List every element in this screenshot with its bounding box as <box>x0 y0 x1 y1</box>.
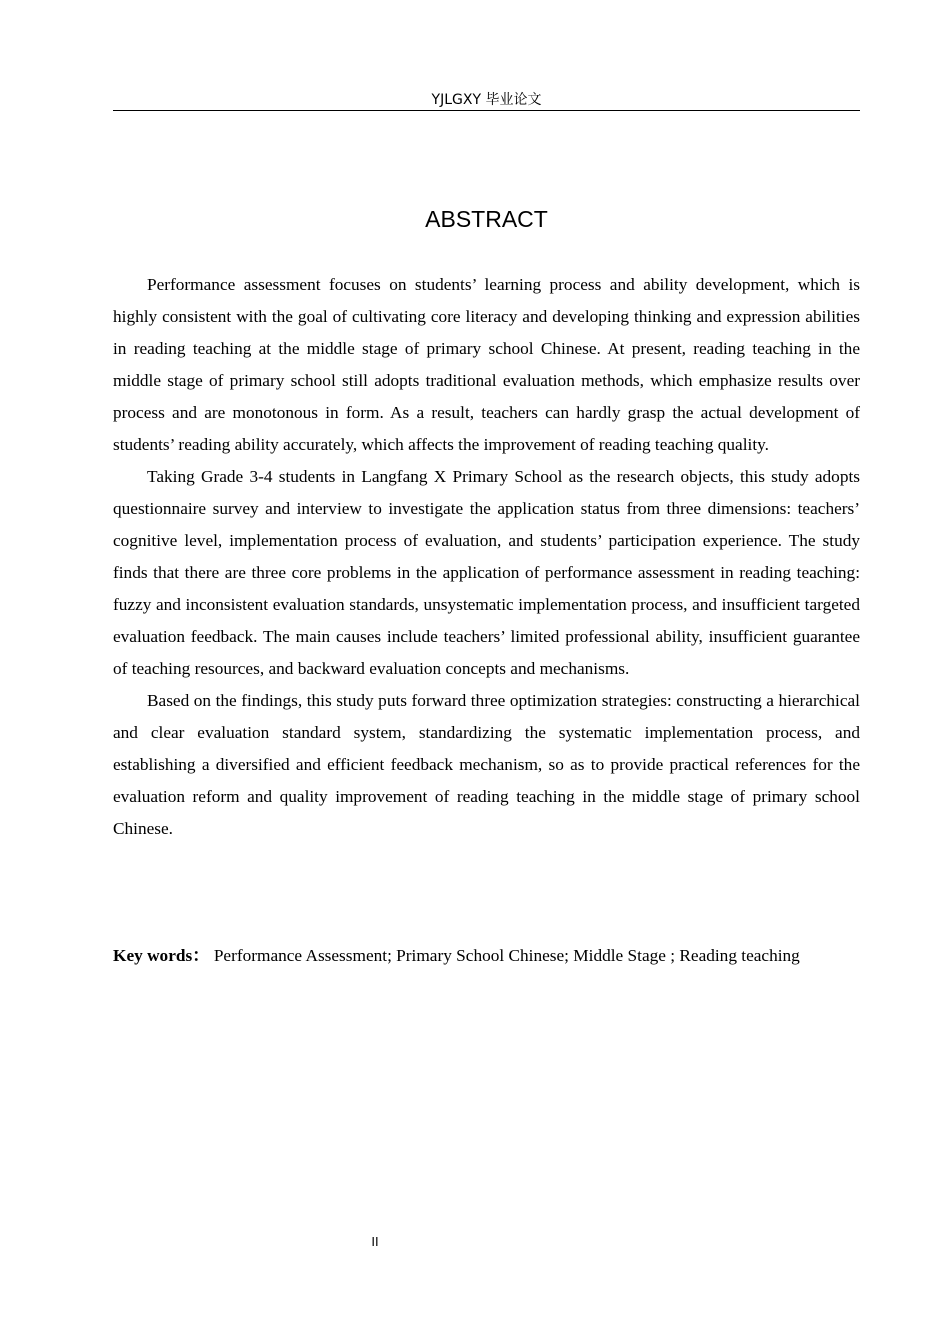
page-header <box>113 90 860 111</box>
abstract-body <box>113 269 860 845</box>
abstract-title: ABSTRACT <box>425 206 548 232</box>
abstract-paragraph-1: Performance assessment focuses on students’ learning process and ability development, which is highly consistent with the goal of cultivating core literacy and developing thinking and expression abilities in reading teaching at the middle stage of primary school Chinese. At present, reading teaching in the middle stage of primary school still adopts traditional evaluation methods, which emphasize results over process and are monotonous in form. As a result, teachers can hardly grasp the actual development of students’ reading ability accurately, which affects the improvement of reading teaching quality. <box>113 275 860 454</box>
page-number: II <box>371 1234 379 1249</box>
keywords-text: Performance Assessment; Primary School Chinese; Middle Stage ; Reading teaching <box>213 946 800 965</box>
header-text: YJLGXY 毕业论文 <box>431 92 542 108</box>
keywords-line <box>113 940 860 971</box>
keywords-label: Key words： <box>113 946 210 965</box>
abstract-paragraph-3: Based on the findings, this study puts forward three optimization strategies: constructing a hierarchical and clear evaluation standard system, standardizing the systematic implementation process, and establishing a diversified and efficient feedback mechanism, so as to provide practical references for the evaluation reform and quality improvement of reading teaching in the middle stage of primary school Chinese. <box>113 691 860 838</box>
abstract-paragraph-2: Taking Grade 3-4 students in Langfang X Primary School as the research objects, this study adopts questionnaire survey and interview to investigate the application status from three dimensions: teachers’ cognitive level, implementation process of evaluation, and students’ participation experience. The study finds that there are three core problems in the application of performance assessment in reading teaching: fuzzy and inconsistent evaluation standards, unsystematic implementation process, and insufficient targeted evaluation feedback. The main causes include teachers’ limited professional ability, insufficient guarantee of teaching resources, and backward evaluation concepts and mechanisms. <box>113 467 860 678</box>
